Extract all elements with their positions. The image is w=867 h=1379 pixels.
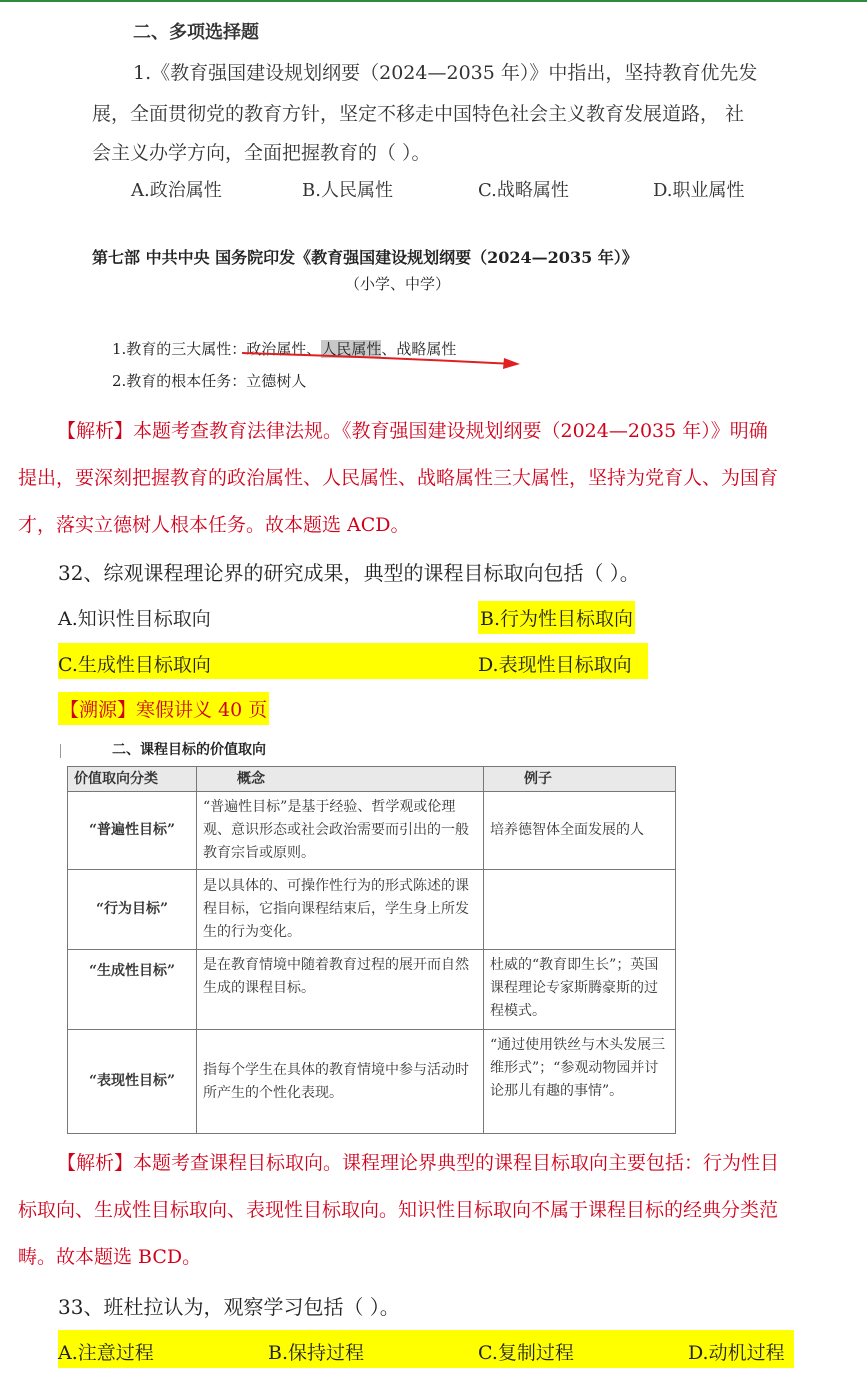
table-cell-example: 培养德智体全面发展的人: [484, 792, 676, 870]
q1-option-c: C.战略属性: [478, 180, 569, 201]
table-cell-concept: 是在教育情境中随着教育过程的展开而自然生成的课程目标。: [197, 950, 484, 1030]
q32-option-b: B.行为性目标取向: [478, 601, 635, 634]
table-header-category: 价值取向分类: [68, 767, 197, 792]
table-cell-example: “通过使用铁丝与木头发展三维形式”；“参观动物园并讨论那儿有趣的事情”。: [484, 1030, 676, 1134]
table-caption: 二、课程目标的价值取向: [112, 742, 266, 758]
table-cell-example: 杜威的“教育即生长”；英国课程理论专家斯腾豪斯的过程模式。: [484, 950, 676, 1030]
outline-item-1-highlight: 人民属性: [321, 340, 382, 358]
table-cell-category: “生成性目标”: [68, 950, 197, 1030]
q32-source: 【溯源】寒假讲义 40 页: [58, 692, 269, 725]
table-row: [68, 792, 676, 870]
table-cell-concept: 指每个学生在具体的教育情境中参与活动时所产生的个性化表现。: [197, 1030, 484, 1134]
outline-subtitle: （小学、中学）: [345, 275, 451, 293]
question-1-line-2: 展，全面贯彻党的教育方针，坚定不移走中国特色社会主义教育发展道路， 社: [92, 103, 745, 125]
analysis-1-line-2: 提出，要深刻把握教育的政治属性、人民属性、战略属性三大属性，坚持为党育人、为国育: [18, 467, 779, 489]
q1-option-b: B.人民属性: [302, 180, 393, 201]
table-cell-category: “表现性目标”: [68, 1030, 197, 1134]
table-cell-concept: 是以具体的、可操作性行为的形式陈述的课程目标，它指向课程结束后，学生身上所发生的行为变化。: [197, 870, 484, 950]
q1-option-d: D.职业属性: [653, 180, 745, 201]
q33-option-c: C.复制过程: [478, 1342, 574, 1364]
table-row: [68, 870, 676, 950]
table-row: [68, 1030, 676, 1134]
outline-item-1-prefix: 1.教育的三大属性：政治属性、: [112, 340, 322, 358]
top-divider: [0, 0, 867, 2]
table-cell-category: “行为目标”: [68, 870, 197, 950]
outline-title: 第七部 中共中央 国务院印发《教育强国建设规划纲要（2024—2035 年）》: [92, 248, 638, 267]
q33-answer-highlight-row: [58, 1330, 794, 1368]
table-row: [68, 950, 676, 1030]
analysis-1-line-1: 【解析】本题考查教育法律法规。《教育强国建设规划纲要（2024—2035 年）》明确: [57, 420, 768, 442]
table-header-concept: 概念: [197, 767, 484, 792]
red-arrow-icon: [240, 350, 530, 372]
q32-option-c: C.生成性目标取向: [58, 654, 211, 676]
q33-option-d: D.动机过程: [688, 1342, 785, 1364]
outline-item-1-suffix: 、战略属性: [381, 340, 457, 358]
question-32: 32、综观课程理论界的研究成果，典型的课程目标取向包括（ ）。: [58, 561, 640, 585]
analysis-2-line-3: 畴。故本题选 BCD。: [18, 1246, 202, 1268]
question-1-line-3: 会主义办学方向，全面把握教育的（ ）。: [92, 142, 431, 164]
analysis-1-line-3: 才，落实立德树人根本任务。故本题选 ACD。: [18, 514, 410, 536]
table-header-example: 例子: [484, 767, 676, 792]
analysis-2-line-2: 标取向、生成性目标取向、表现性目标取向。知识性目标取向不属于课程目标的经典分类范: [18, 1199, 779, 1221]
q32-option-a: A.知识性目标取向: [58, 608, 211, 630]
outline-item-2: 2.教育的根本任务：立德树人: [112, 372, 307, 390]
table-cell-category: “普遍性目标”: [68, 792, 197, 870]
question-33: 33、班杜拉认为，观察学习包括（ ）。: [58, 1295, 400, 1319]
table-header-row: [68, 767, 676, 792]
value-orientation-table: [67, 766, 676, 1134]
q33-option-a: A.注意过程: [58, 1342, 154, 1364]
q1-option-a: A.政治属性: [131, 180, 222, 201]
question-1-line-1: 1.《教育强国建设规划纲要（2024—2035 年）》中指出，坚持教育优先发: [133, 62, 758, 84]
table-cell-concept: “普遍性目标”是基于经验、哲学观或伦理观、意识形态或社会政治需要而引出的一般教育宗旨或原则。: [197, 792, 484, 870]
q32-option-d: D.表现性目标取向: [478, 654, 632, 676]
q33-option-b: B.保持过程: [268, 1342, 365, 1364]
section-title: 二、多项选择题: [133, 22, 259, 43]
table-cell-example: [484, 870, 676, 950]
margin-bracket: [60, 744, 64, 758]
analysis-2-line-1: 【解析】本题考查课程目标取向。课程理论界典型的课程目标取向主要包括：行为性目: [57, 1152, 780, 1174]
